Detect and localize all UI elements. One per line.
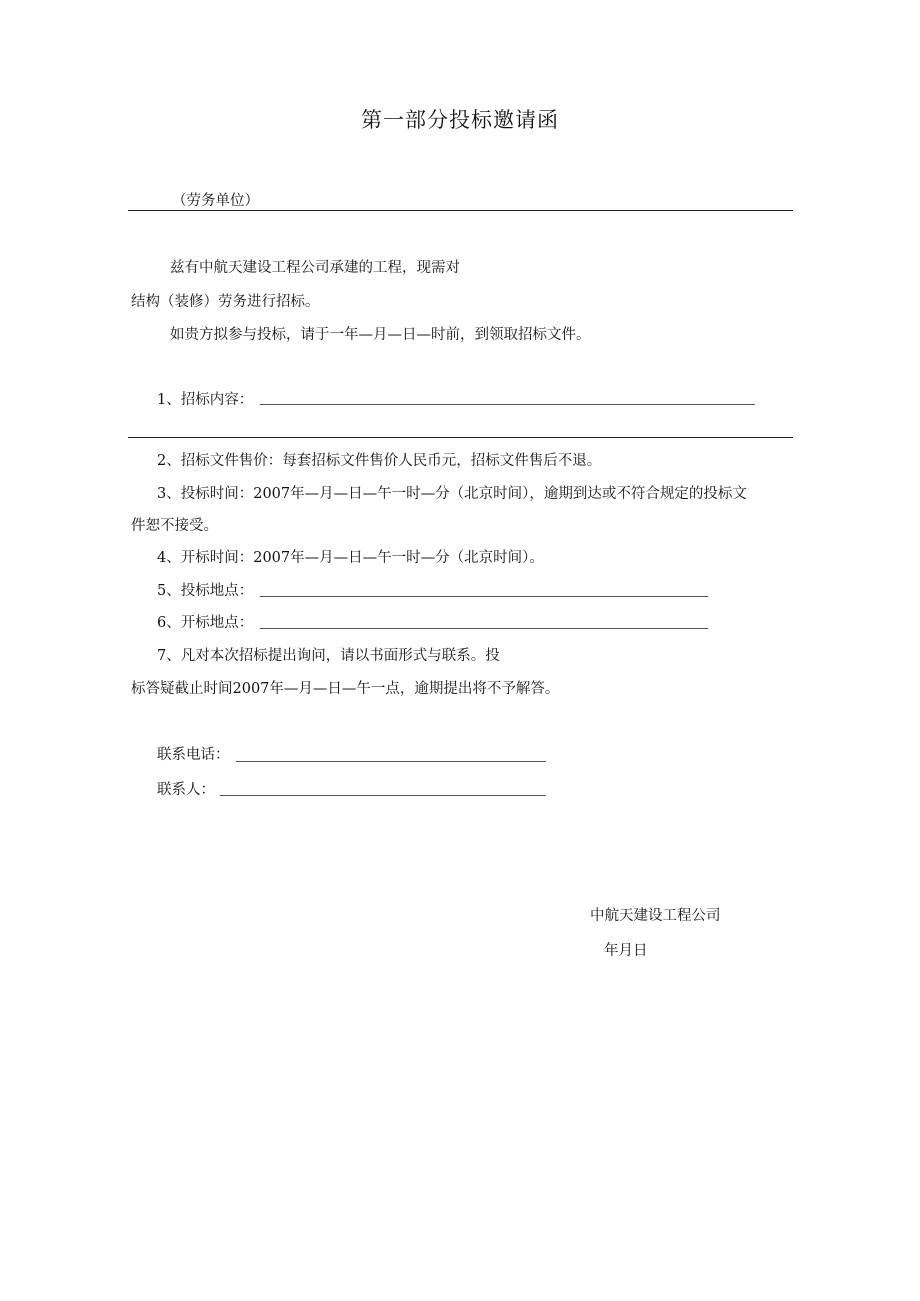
- item-7-line-1: 7、凡对本次招标提出询问，请以书面形式与联系。投: [157, 648, 500, 664]
- intro-line-3: 如贵方拟参与投标，请于一年—月—日—时前，到领取招标文件。: [170, 327, 591, 343]
- item-1-underline: [128, 437, 793, 438]
- item-5-label: 5、投标地点：: [157, 583, 254, 599]
- item-1-blank: [260, 404, 755, 405]
- item-3-line-2: 件恕不接受。: [131, 518, 218, 534]
- item-5-blank: [260, 596, 708, 597]
- contact-person-label: 联系人：: [157, 782, 215, 798]
- intro-line-2: 结构（装修）劳务进行招标。: [131, 294, 320, 310]
- intro-line-1: 兹有中航天建设工程公司承建的工程，现需对: [170, 260, 460, 276]
- page-title: 第一部分投标邀请函: [361, 108, 559, 132]
- item-7-line-2: 标答疑截止时间2007年—月—日—午一点，逾期提出将不予解答。: [131, 681, 560, 697]
- item-3-line-1: 3、投标时间：2007年—月—日—午一时—分（北京时间），逾期到达或不符合规定的投标文: [157, 486, 747, 502]
- item-6-label: 6、开标地点：: [157, 615, 254, 631]
- addressee: （劳务单位）: [172, 193, 259, 209]
- item-4: 4、开标时间：2007年—月—日—午一时—分（北京时间）。: [157, 550, 544, 566]
- signature-date: 年月日: [604, 943, 648, 959]
- item-6-blank: [260, 628, 708, 629]
- item-1-label: 1、招标内容：: [157, 392, 254, 408]
- contact-phone-label: 联系电话：: [157, 747, 230, 763]
- signature-company: 中航天建设工程公司: [590, 908, 721, 924]
- contact-person-blank: [220, 795, 546, 796]
- addressee-underline: [128, 210, 793, 211]
- contact-phone-blank: [236, 761, 546, 762]
- item-2: 2、招标文件售价：每套招标文件售价人民币元，招标文件售后不退。: [157, 453, 602, 469]
